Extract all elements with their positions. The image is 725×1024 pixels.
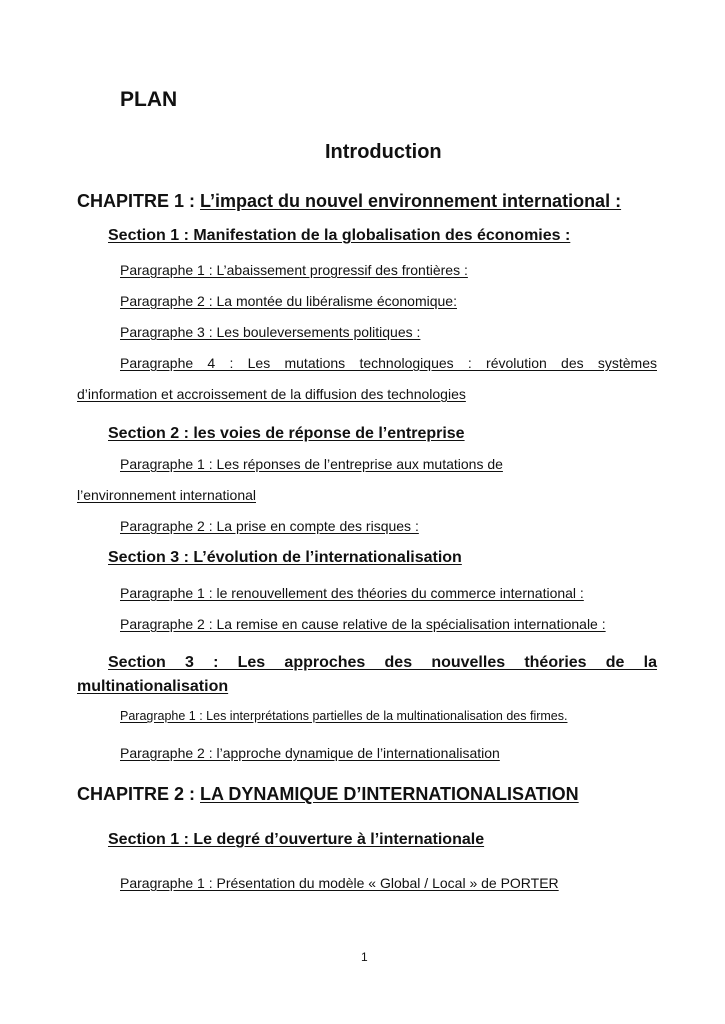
- ch1-s1-paragraph-4: Paragraphe 4 : Les mutations technologiques : révolution des systèmes: [120, 355, 657, 371]
- ch1-s2-paragraph-1: Paragraphe 1 : Les réponses de l’entreprise aux mutations de: [120, 456, 503, 472]
- ch1-s4-paragraph-2: Paragraphe 2 : l’approche dynamique de l’internationalisation: [120, 745, 500, 761]
- introduction-heading: Introduction: [325, 141, 442, 163]
- ch1-section-2: Section 2 : les voies de réponse de l’entreprise: [108, 425, 465, 442]
- ch2-s1-paragraph-1: Paragraphe 1 : Présentation du modèle « Global / Local » de PORTER: [120, 875, 559, 891]
- ch1-s2-paragraph-2: Paragraphe 2 : La prise en compte des risques :: [120, 518, 419, 534]
- ch1-section-4-line-2: multinationalisation: [77, 678, 229, 695]
- ch2-section-1: Section 1 : Le degré d’ouverture à l’internationale: [108, 831, 485, 848]
- ch1-s1-paragraph-1: Paragraphe 1 : L’abaissement progressif des frontières :: [120, 262, 468, 278]
- ch1-s1-paragraph-4-continued: d’information et accroissement de la diffusion des technologies: [77, 386, 466, 402]
- chapter-1-title: L’impact du nouvel environnement international :: [200, 191, 622, 211]
- ch1-s3-paragraph-1: Paragraphe 1 : le renouvellement des théories du commerce international :: [120, 585, 584, 601]
- ch1-section-3: Section 3 : L’évolution de l’internationalisation: [108, 549, 462, 566]
- chapter-2-prefix: CHAPITRE 2 :: [77, 784, 201, 804]
- ch1-s1-paragraph-2: Paragraphe 2 : La montée du libéralisme économique:: [120, 293, 457, 309]
- ch1-section-1: Section 1 : Manifestation de la globalisation des économies :: [108, 227, 571, 244]
- plan-title: PLAN: [120, 88, 178, 111]
- chapter-1-prefix: CHAPITRE 1 :: [77, 191, 201, 211]
- chapter-2-heading: [77, 784, 579, 805]
- ch1-s4-paragraph-1: Paragraphe 1 : Les interprétations partielles de la multinationalisation des firmes.: [120, 709, 568, 723]
- chapter-2-title: LA DYNAMIQUE D’INTERNATIONALISATION: [200, 784, 579, 804]
- chapter-1-heading: [77, 191, 621, 212]
- ch1-section-4-line-1: Section 3 : Les approches des nouvelles théories de la: [108, 654, 657, 671]
- ch1-s1-paragraph-3: Paragraphe 3 : Les bouleversements politiques :: [120, 324, 421, 340]
- ch1-s2-paragraph-1-continued: l’environnement international: [77, 487, 256, 503]
- ch1-s3-paragraph-2: Paragraphe 2 : La remise en cause relative de la spécialisation internationale :: [120, 616, 606, 632]
- page-number: 1: [361, 950, 368, 964]
